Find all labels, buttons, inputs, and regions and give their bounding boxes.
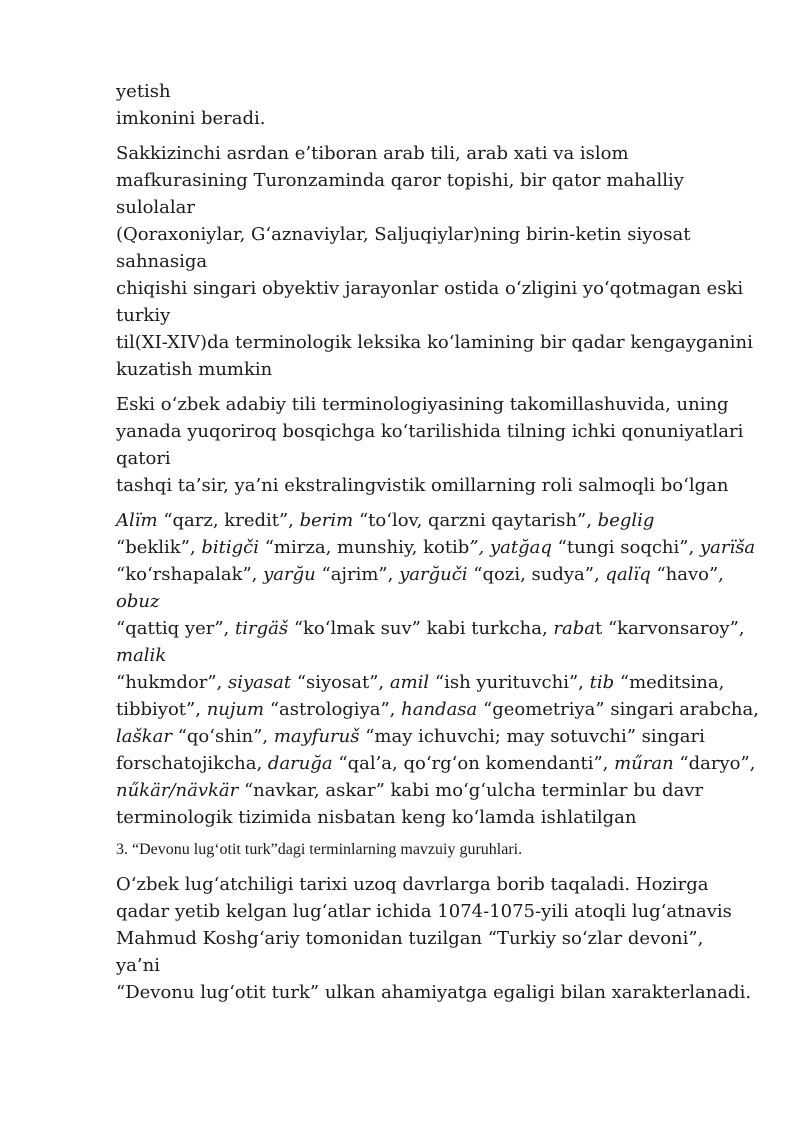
term: tirgäš — [235, 618, 289, 639]
gloss: “mirza, munshiy, kotib — [259, 537, 470, 558]
gloss: “ajrim”, — [315, 564, 400, 585]
term: bitigči — [201, 537, 259, 558]
paragraph-terms — [116, 507, 759, 831]
gloss: “geometriya” singari arabcha, — [477, 699, 759, 720]
term: yarğuči — [399, 564, 468, 585]
term: obuz — [116, 591, 160, 612]
gloss: “ko‘lmak suv” kabi turkcha, — [288, 618, 554, 639]
text-line: tashqi ta’sir, ya’ni ekstralingvistik omillarning roli salmoqli bo‘lgan — [116, 475, 729, 496]
term: daruğa — [267, 753, 333, 774]
document-page — [116, 78, 759, 1014]
gloss: “astrologiya”, — [264, 699, 402, 720]
gloss: tibbiyot”, — [116, 699, 207, 720]
terms-line — [116, 615, 756, 642]
text-line: yanada yuqoriroq bosqichga ko‘tarilishida tilning ichki qonuniyatlari — [116, 421, 744, 442]
text-line: Eski o‘zbek adabiy tili terminologiyasining takomillashuvida, uning — [116, 394, 729, 415]
term: malik — [116, 645, 167, 666]
terms-line — [116, 669, 756, 696]
text-line: (Qoraxoniylar, G‘aznaviylar, Saljuqiylar)ning birin-ketin siyosat — [116, 224, 691, 245]
gloss: “havo”, — [650, 564, 724, 585]
text-line: yetish — [116, 81, 171, 102]
terms-line — [116, 534, 756, 561]
terms-line — [116, 561, 756, 588]
term: laškar — [116, 726, 172, 747]
text-line: qadar yetib kelgan lug‘atlar ichida 1074-1075-yili atoqli lug‘atnavis — [116, 901, 732, 922]
text-line: O‘zbek lug‘atchiligi tarixi uzoq davrlarga borib taqaladi. Hozirga — [116, 874, 709, 895]
term: raba — [553, 618, 596, 639]
gloss: “qozi, sudya”, — [467, 564, 606, 585]
term: nujum — [206, 699, 265, 720]
gloss: “qal’a, qo‘rg‘on komendanti”, — [332, 753, 615, 774]
text-line: Mahmud Koshg‘ariy tomonidan tuzilgan “Turkiy so‘zlar devoni”, — [116, 928, 704, 949]
term: handasa — [401, 699, 478, 720]
text-line: imkonini beradi. — [116, 108, 266, 129]
term: beglig — [597, 510, 655, 531]
term: berim — [299, 510, 354, 531]
term: amil — [389, 672, 430, 693]
text-line: sahnasiga — [116, 251, 208, 272]
terms-line — [116, 804, 756, 831]
text-line: mafkurasining Turonzaminda qaror topishi, bir qator mahalliy — [116, 170, 684, 191]
section-heading: 3. “Devonu lug‘otit turk”dagi terminlarning mavzuiy guruhlari. — [116, 841, 523, 858]
paragraph-3 — [116, 391, 756, 499]
gloss: t “karvonsaroy”, — [595, 618, 745, 639]
gloss: “ish yurituvchi”, — [429, 672, 590, 693]
term: ”, yatğaq — [469, 537, 552, 558]
terms-line — [116, 507, 756, 534]
terms-line — [116, 642, 756, 669]
term: tib — [589, 672, 615, 693]
gloss: “to‘lov, qarzni qaytarish”, — [353, 510, 598, 531]
gloss: “daryo”, — [673, 753, 756, 774]
term: nűkär/nävkär — [116, 780, 239, 801]
paragraph-1 — [116, 78, 756, 132]
gloss: “navkar, askar” kabi mo‘g‘ulcha terminlar bu davr — [238, 780, 704, 801]
text-line: turkiy — [116, 305, 171, 326]
terms-line — [116, 696, 759, 723]
text-line: ya’ni — [116, 955, 160, 976]
term: qalïq — [605, 564, 651, 585]
text-line: til(XI-XIV)da terminologik leksika ko‘lamining bir qadar kengayganini — [116, 332, 753, 353]
terms-line — [116, 723, 756, 750]
gloss: forschatojikcha, — [116, 753, 268, 774]
paragraph-5 — [116, 871, 756, 1006]
terms-line — [116, 750, 756, 777]
text-line: “Devonu lug‘otit turk” ulkan ahamiyatga egaligi bilan xarakterlanadi. — [116, 982, 752, 1003]
text-line: Sakkizinchi asrdan e’tiboran arab tili, arab xati va islom — [116, 143, 629, 164]
term: műran — [614, 753, 674, 774]
gloss: “hukmdor”, — [116, 672, 228, 693]
gloss: “tungi soqchi”, — [551, 537, 700, 558]
gloss: “siyosat”, — [291, 672, 390, 693]
term: mayfuruš — [273, 726, 360, 747]
gloss: “meditsina, — [614, 672, 725, 693]
gloss: terminologik tizimida nisbatan keng ko‘lamda ishlatilgan — [116, 807, 637, 828]
paragraph-2 — [116, 140, 756, 383]
gloss: “qarz, kredit”, — [157, 510, 300, 531]
gloss: “may ichuvchi; may sotuvchi” singari — [359, 726, 705, 747]
term: yarïša — [699, 537, 756, 558]
gloss: “qo‘shin”, — [171, 726, 274, 747]
term: yarğu — [263, 564, 316, 585]
terms-line — [116, 777, 756, 804]
text-line: chiqishi singari obyektiv jarayonlar ostida o‘zligini yo‘qotmagan eski — [116, 278, 744, 299]
terms-line — [116, 588, 756, 615]
gloss: “qattiq yer”, — [116, 618, 235, 639]
term: Alïm — [116, 510, 158, 531]
text-line: sulolalar — [116, 197, 196, 218]
gloss: “ko‘rshapalak”, — [116, 564, 264, 585]
text-line: qatori — [116, 448, 171, 469]
gloss: “beklik”, — [116, 537, 202, 558]
term: siyasat — [227, 672, 292, 693]
text-line: kuzatish mumkin — [116, 359, 273, 380]
